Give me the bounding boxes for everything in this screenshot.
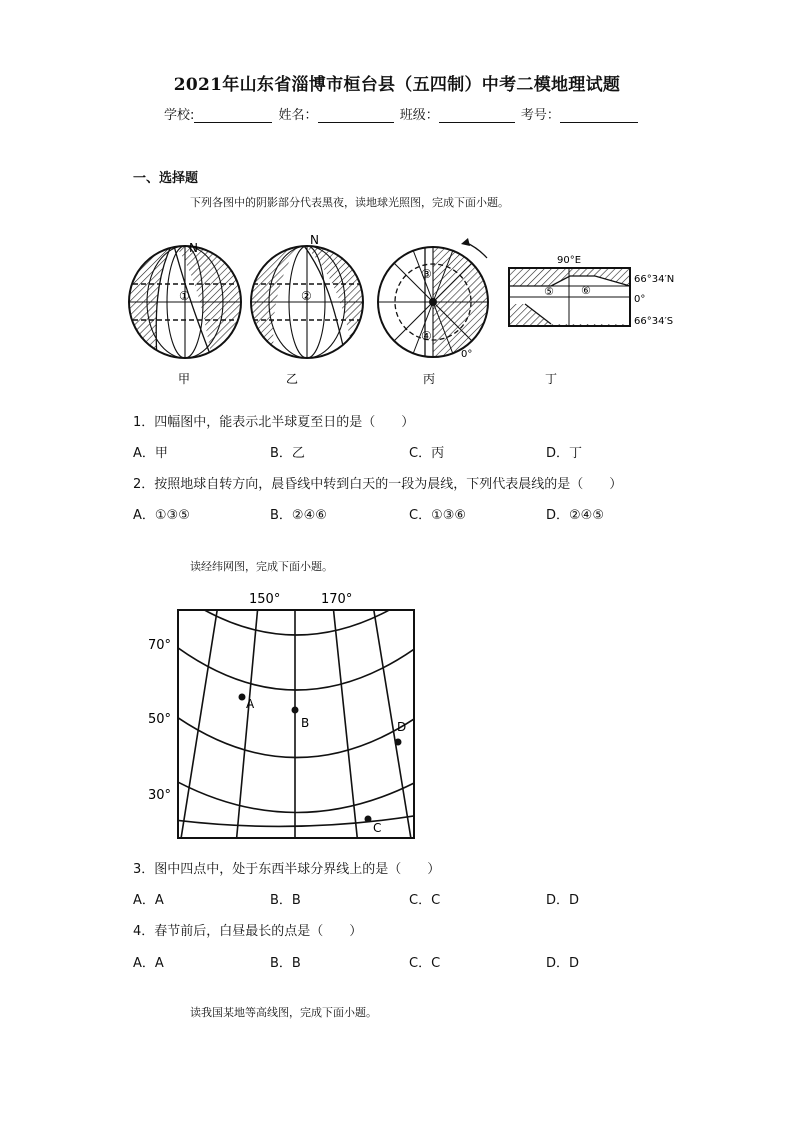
q2-option-a[interactable]: A．①③⑤ (133, 508, 190, 523)
point-c-label: C (373, 821, 382, 835)
lat-50-label: 50° (148, 712, 172, 727)
point-b-label: B (301, 716, 310, 730)
caption-ding: 丁 (545, 372, 558, 386)
section-heading: 一、选择题 (133, 171, 199, 186)
point-d (395, 739, 402, 746)
globe-jia (125, 242, 255, 362)
q3-option-c[interactable]: C．C (409, 893, 441, 908)
ding-lat-0-label: 0° (634, 294, 646, 305)
q1-option-d[interactable]: D．丁 (546, 446, 583, 461)
group3-intro: 读我国某地等高线图，完成下面小题。 (190, 1006, 377, 1019)
q4-option-b[interactable]: B．B (270, 956, 301, 971)
marker-4: ④ (421, 329, 432, 343)
lon-150-label: 150° (249, 592, 281, 607)
number-blank[interactable] (560, 108, 638, 123)
question-2: 2．按照地球自转方向，晨昏线中转到白天的一段为晨线，下列代表晨线的是（ ） (133, 477, 623, 492)
q2-option-d[interactable]: D．②④⑤ (546, 508, 604, 523)
yi-north-label: N (310, 233, 319, 247)
ding-lat-n-label: 66°34′N (634, 274, 675, 285)
q1-option-c[interactable]: C．丙 (409, 446, 445, 461)
school-label: 学校: (164, 108, 195, 123)
map-ding (509, 268, 630, 326)
question-4: 4．春节前后，白昼最长的点是（ ） (133, 924, 363, 939)
question-3: 3．图中四点中，处于东西半球分界线上的是（ ） (133, 862, 441, 877)
q4-option-d[interactable]: D．D (546, 956, 580, 971)
q1-option-a[interactable]: A．甲 (133, 446, 168, 461)
lat-70-label: 70° (148, 638, 172, 653)
bing-zero-label: 0° (461, 349, 473, 360)
class-blank[interactable] (439, 108, 515, 123)
page-title: 2021年山东省淄博市桓台县（五四制）中考二模地理试题 (173, 75, 621, 95)
class-label: 班级： (399, 108, 439, 123)
marker-6: ⑥ (581, 284, 591, 297)
caption-yi: 乙 (286, 372, 299, 386)
marker-1: ① (179, 289, 190, 303)
point-b (292, 707, 299, 714)
point-c (365, 816, 372, 823)
marker-5: ⑤ (544, 285, 554, 298)
student-info-line (164, 104, 640, 123)
lon-170-label: 170° (321, 592, 353, 607)
point-a (239, 694, 246, 701)
q4-option-c[interactable]: C．C (409, 956, 441, 971)
q3-option-b[interactable]: B．B (270, 893, 301, 908)
group1-intro: 下列各图中的阴影部分代表黑夜，读地球光照图，完成下面小题。 (190, 196, 509, 209)
q2-option-c[interactable]: C．①③⑥ (409, 508, 467, 523)
ding-lat-s-label: 66°34′S (634, 316, 674, 327)
q2-option-b[interactable]: B．②④⑥ (270, 508, 327, 523)
globe-bing (378, 238, 497, 366)
name-blank[interactable] (318, 108, 394, 123)
graticule-figure (140, 585, 430, 845)
name-label: 姓名： (278, 108, 318, 123)
question-1: 1．四幅图中，能表示北半球夏至日的是（ ） (133, 415, 415, 430)
illumination-figures (125, 228, 685, 388)
ding-90e-label: 90°E (557, 255, 582, 266)
school-blank[interactable] (194, 108, 272, 123)
jia-north-label: N (189, 241, 198, 255)
q3-option-d[interactable]: D．D (546, 893, 580, 908)
group2-intro: 读经纬网图，完成下面小题。 (190, 560, 333, 573)
caption-bing: 丙 (423, 372, 436, 386)
point-a-label: A (246, 697, 255, 711)
marker-2: ② (301, 289, 312, 303)
lat-30-label: 30° (148, 788, 172, 803)
point-d-label: D (397, 720, 407, 734)
marker-3: ③ (421, 267, 432, 281)
q3-option-a[interactable]: A．A (133, 893, 164, 908)
q4-option-a[interactable]: A．A (133, 956, 164, 971)
caption-jia: 甲 (178, 372, 191, 386)
q1-option-b[interactable]: B．乙 (270, 446, 305, 461)
number-label: 考号： (520, 108, 560, 123)
